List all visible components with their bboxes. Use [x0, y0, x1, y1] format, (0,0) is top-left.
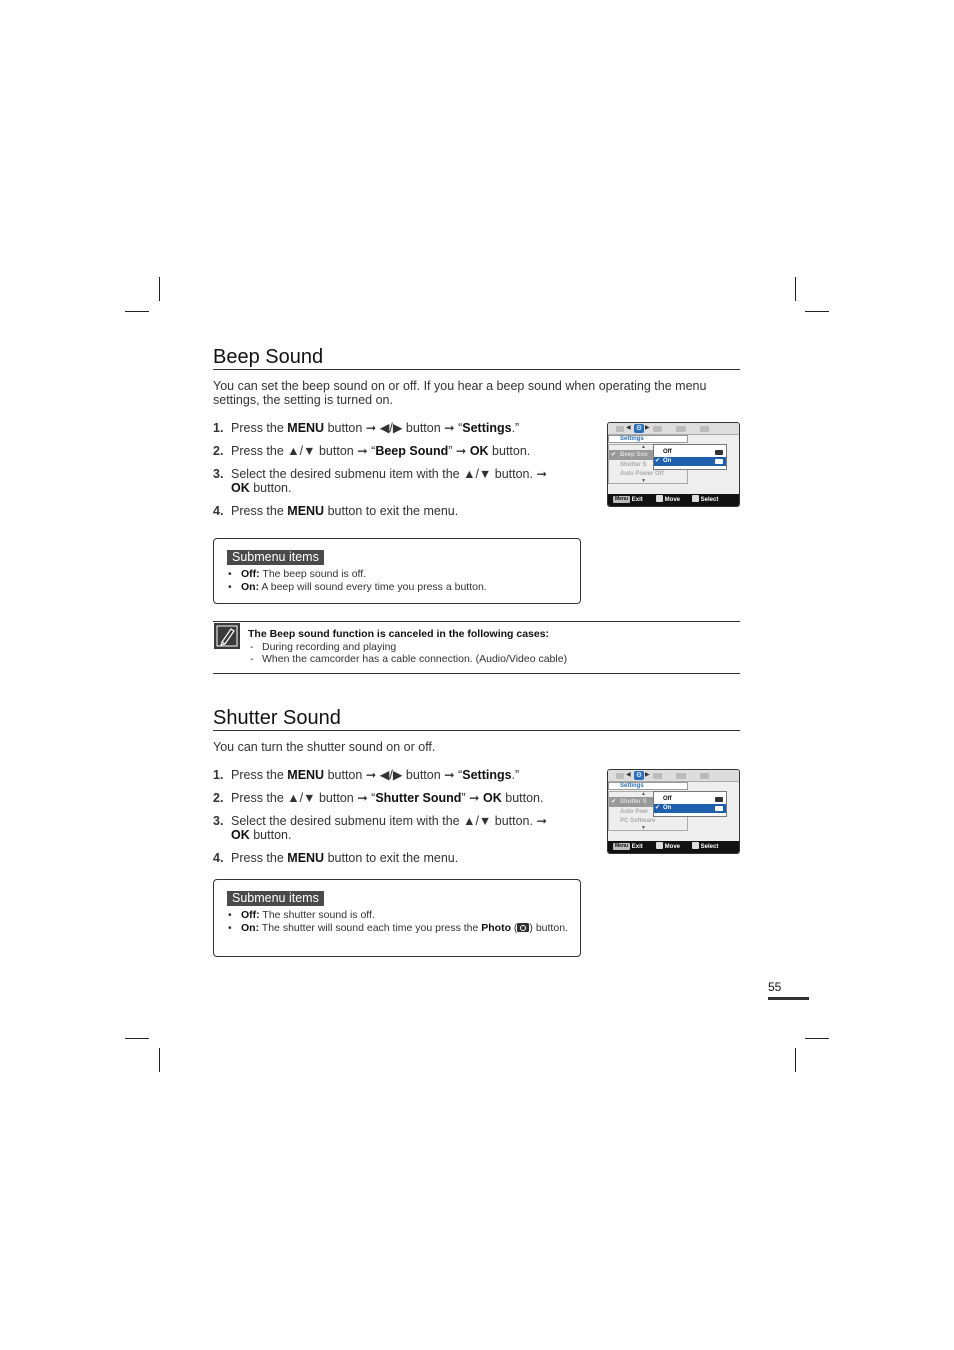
memory-icon	[653, 426, 662, 432]
step: 2. Press the ▲/▼ button ➞ “Beep Sound” ➞ OK button.	[213, 444, 531, 458]
page-number-bar	[768, 997, 809, 1000]
lcd-tab-bar	[608, 423, 739, 435]
shutter-submenu-box	[213, 879, 581, 957]
crop-mark	[125, 311, 149, 312]
lcd-menu-button: Menu	[615, 843, 629, 849]
step: 3. Select the desired submenu item with the ▲/▼ button. ➞ OK button.	[213, 814, 547, 842]
submenu-item: • On: A beep will sound every time you press a button.	[226, 581, 568, 594]
lcd-menu-item: PC Software	[620, 818, 656, 824]
crop-mark	[805, 311, 829, 312]
note-item: - During recording and playing	[248, 641, 740, 654]
lcd-bottom-bar: Menu Exit Move Select	[608, 494, 740, 506]
shutter-intro: You can turn the shutter sound on or off.	[213, 740, 436, 754]
beep-steps	[213, 421, 558, 527]
shutter-steps	[213, 768, 558, 874]
speaker-off-icon	[715, 450, 723, 455]
lcd-option-popup	[653, 444, 727, 470]
submenu-label: Submenu items	[227, 550, 324, 565]
step: 4. Press the MENU button to exit the menu.	[213, 851, 459, 865]
lcd-menu-item: Auto Power Off	[620, 471, 664, 477]
joystick-move-icon	[656, 495, 663, 502]
display-icon	[676, 773, 686, 779]
crop-mark	[159, 1048, 160, 1072]
chevron-right-icon: ▶	[645, 425, 650, 431]
camera-icon	[616, 773, 624, 779]
lcd-option-on: ✔ On	[654, 804, 726, 813]
note-item: - When the camcorder has a cable connection. (Audio/Video cable)	[248, 653, 740, 666]
step: 4. Press the MENU button to exit the menu.	[213, 504, 459, 518]
submenu-item: • Off: The beep sound is off.	[226, 568, 568, 581]
joystick-select-icon	[692, 495, 699, 502]
speaker-on-icon	[715, 459, 723, 464]
beep-submenu-box	[213, 538, 581, 604]
lcd-option-on: ✔ On	[654, 457, 726, 466]
gear-icon: ⚙	[635, 425, 643, 432]
arrow-down-icon: ▼	[641, 825, 646, 831]
chevron-right-icon: ▶	[645, 772, 650, 778]
step: 3. Select the desired submenu item with the ▲/▼ button. ➞ OK button.	[213, 467, 547, 495]
lcd-menu-item: Auto Pow	[620, 809, 648, 815]
joystick-move-icon	[656, 842, 663, 849]
arrow-up-icon: ▲	[641, 444, 646, 450]
lcd-option-popup	[653, 791, 727, 817]
section-title-shutter-sound: Shutter Sound	[213, 707, 740, 731]
crop-mark	[805, 1038, 829, 1039]
camera-icon	[517, 923, 529, 932]
speaker-on-icon	[715, 806, 723, 811]
step: 1. Press the MENU button ➞ ◀/▶ button ➞ “Settings.”	[213, 768, 520, 782]
camera-icon	[616, 426, 624, 432]
chevron-left-icon: ◀	[626, 425, 631, 431]
crop-mark	[795, 277, 796, 301]
submenu-label: Submenu items	[227, 891, 324, 906]
display-icon	[676, 426, 686, 432]
lcd-menu-title: Settings	[608, 435, 688, 443]
lcd-screen-shutter	[607, 769, 740, 854]
lcd-screen-beep	[607, 422, 740, 507]
lcd-menu-item: Shutter S	[620, 462, 647, 468]
step: 2. Press the ▲/▼ button ➞ “Shutter Sound” ➞ OK button.	[213, 791, 544, 805]
step: 1. Press the MENU button ➞ ◀/▶ button ➞ “Settings.”	[213, 421, 520, 435]
lcd-option-off: Off	[654, 448, 726, 457]
lcd-bottom-bar: Menu Exit Move Select	[608, 841, 740, 853]
lcd-menu-item: ✔ Shutter S	[609, 797, 689, 807]
page-number: 55	[768, 980, 782, 994]
film-icon	[700, 426, 709, 432]
lcd-menu-button: Menu	[615, 496, 629, 502]
lcd-menu-item: ✔ Beep Sou	[609, 450, 689, 460]
crop-mark	[795, 1048, 796, 1072]
submenu-item: • On: The shutter will sound each time you press the Photo ( ) button.	[226, 922, 568, 935]
lcd-menu-title: Settings	[608, 782, 688, 790]
note-pencil-icon	[214, 623, 240, 649]
speaker-off-icon	[715, 797, 723, 802]
crop-mark	[125, 1038, 149, 1039]
note-heading: The Beep sound function is canceled in the following cases:	[248, 628, 550, 640]
arrow-down-icon: ▼	[641, 478, 646, 484]
lcd-option-off: Off	[654, 795, 726, 804]
crop-mark	[159, 277, 160, 301]
submenu-item: • Off: The shutter sound is off.	[226, 909, 568, 922]
lcd-tab-bar	[608, 770, 739, 782]
arrow-up-icon: ▲	[641, 791, 646, 797]
beep-intro: You can set the beep sound on or off. If you hear a beep sound when operating the menu settings, the setting is turned on.	[213, 379, 707, 407]
note-box	[213, 621, 740, 674]
joystick-select-icon	[692, 842, 699, 849]
section-title-beep-sound: Beep Sound	[213, 346, 740, 370]
gear-icon: ⚙	[635, 772, 643, 779]
memory-icon	[653, 773, 662, 779]
film-icon	[700, 773, 709, 779]
chevron-left-icon: ◀	[626, 772, 631, 778]
